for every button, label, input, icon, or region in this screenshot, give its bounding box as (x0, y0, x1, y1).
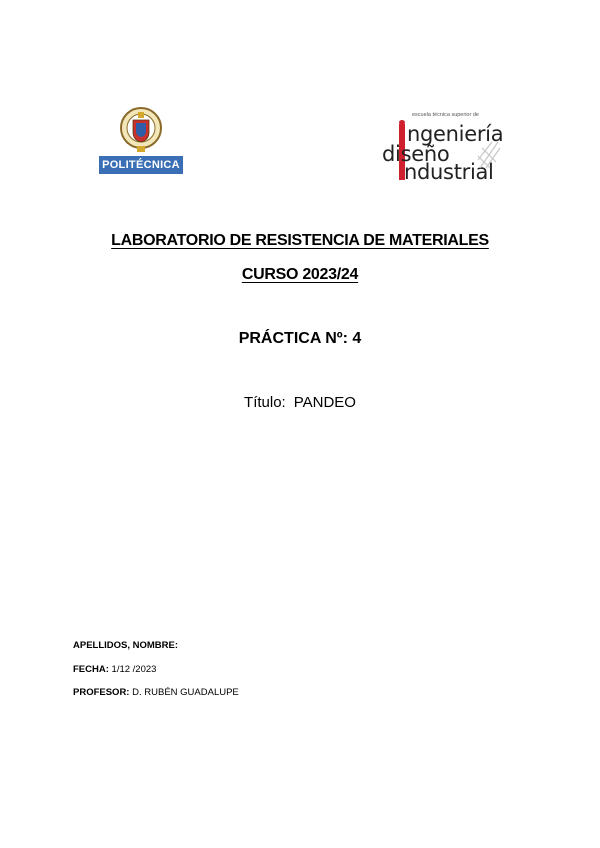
etsidi-grid-icon (476, 138, 502, 172)
topic-value: PANDEO (293, 394, 356, 411)
upm-logo-text: POLITÉCNICA (99, 156, 183, 174)
practice-number: PRÁCTICA Nº: 4 (238, 330, 362, 347)
etsidi-logo-line3: ndustrial (404, 160, 494, 184)
etsidi-logo (378, 112, 508, 184)
upm-logo (99, 106, 183, 174)
topic-line (0, 394, 600, 411)
names-row (73, 640, 178, 651)
professor-value: D. RUBÉN GUADALUPE (132, 687, 239, 698)
date-value: 1/12 /2023 (111, 664, 157, 675)
etsidi-logo-line1: ngeniería (407, 122, 504, 146)
etsidi-logo-line2: diseño (382, 142, 450, 166)
course-title: CURSO 2023/24 (241, 266, 359, 283)
names-label: APELLIDOS, NOMBRE: (73, 640, 179, 651)
date-label: FECHA: (73, 664, 109, 675)
date-row (73, 664, 156, 675)
topic-label: Título: (244, 394, 286, 411)
professor-label: PROFESOR: (73, 687, 130, 698)
etsidi-logo-subtitle: escuela técnica superior de (412, 112, 479, 118)
page-title: LABORATORIO DE RESISTENCIA DE MATERIALES (111, 232, 489, 249)
upm-crest-icon (119, 106, 163, 156)
professor-row (73, 687, 239, 698)
